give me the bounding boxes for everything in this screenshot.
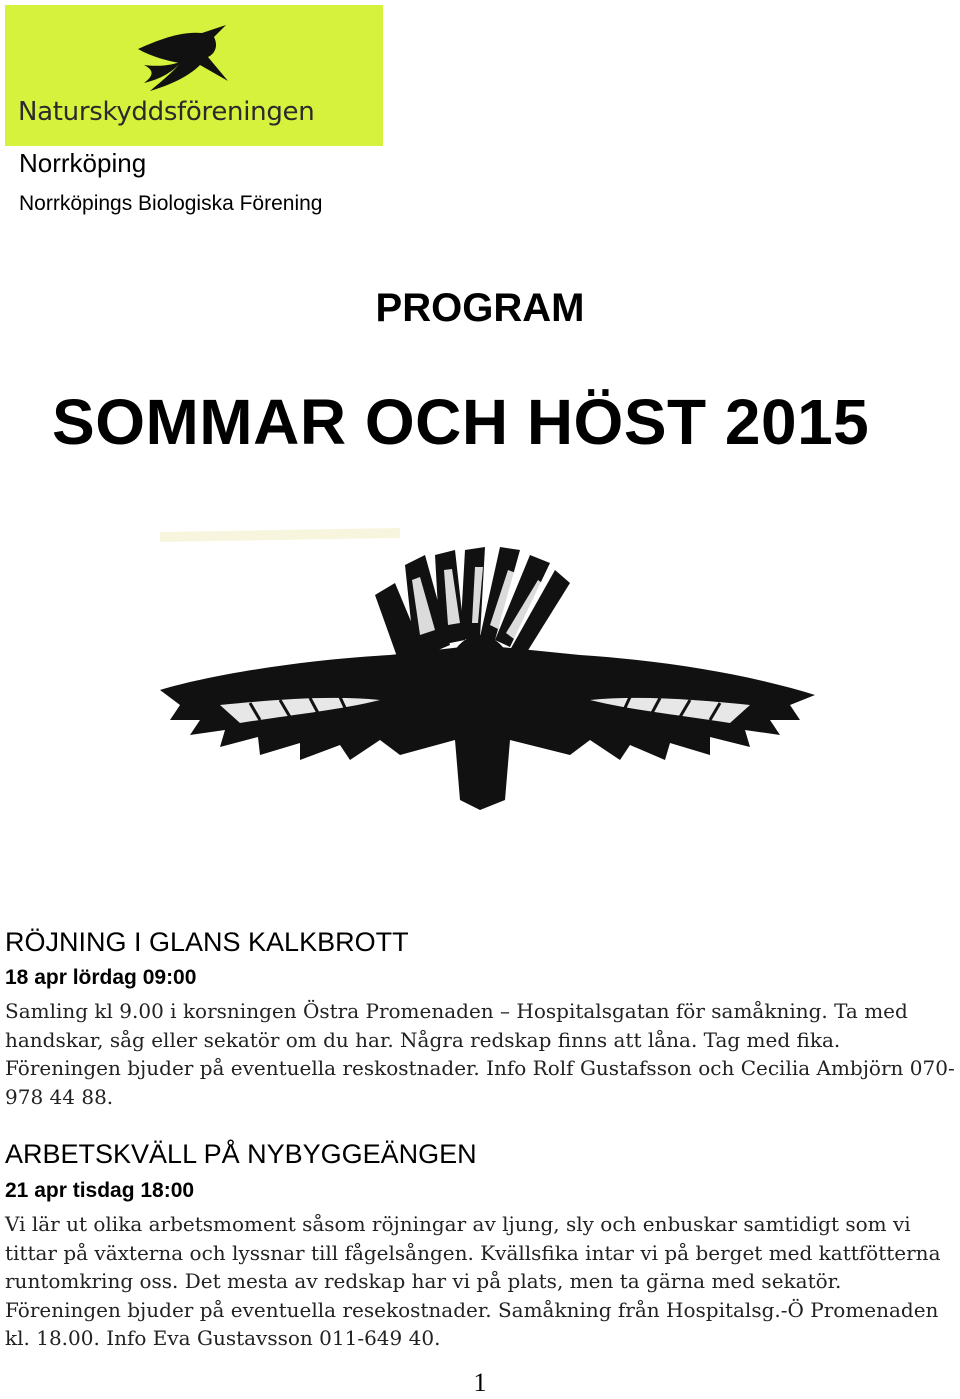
event-title: ARBETSKVÄLL PÅ NYBYGGEÄNGEN [5, 1139, 477, 1169]
event-title: RÖJNING I GLANS KALKBROTT [5, 927, 409, 957]
event-datetime: 18 apr lördag 09:00 [5, 966, 197, 989]
event-datetime: 21 apr tisdag 18:00 [5, 1179, 195, 1202]
swallow-icon [130, 21, 230, 101]
city-name: Norrköping [19, 148, 147, 178]
eagle-illustration [150, 525, 820, 810]
naturskyddsforeningen-logo [5, 5, 383, 146]
program-heading: PROGRAM [375, 286, 585, 330]
season-heading: SOMMAR OCH HÖST 2015 [52, 386, 870, 458]
organization-name: Norrköpings Biologiska Förening [19, 192, 323, 215]
page-number: 1 [473, 1368, 487, 1397]
event-description: Samling kl 9.00 i korsningen Östra Promenaden – Hospitalsgatan för samåkning. Ta med handskar, såg eller sekatör om du har. Några redskap finns att låna. Tag med fika. Föreningen bjuder på eventuella reskostnader. Info Rolf Gustafsson och Cecilia Ambjörn 070-978 44 88. [5, 999, 955, 1109]
logo-text: Naturskyddsföreningen [18, 97, 315, 127]
event-description: Vi lär ut olika arbetsmoment såsom röjningar av ljung, sly och enbuskar samtidigt som vi tittar på växterna och lyssnar till fågelsången. Kvällsfika intar vi på berget med kattfötterna runtomkring oss. Det mesta av redskap har vi på plats, men ta gärna med sekatör. Föreningen bjuder på eventuella resekostnader. Samåkning från Hospitalsg.-Ö Promenaden kl. 18.00. Info Eva Gustavsson 011-649 40. [5, 1212, 941, 1350]
